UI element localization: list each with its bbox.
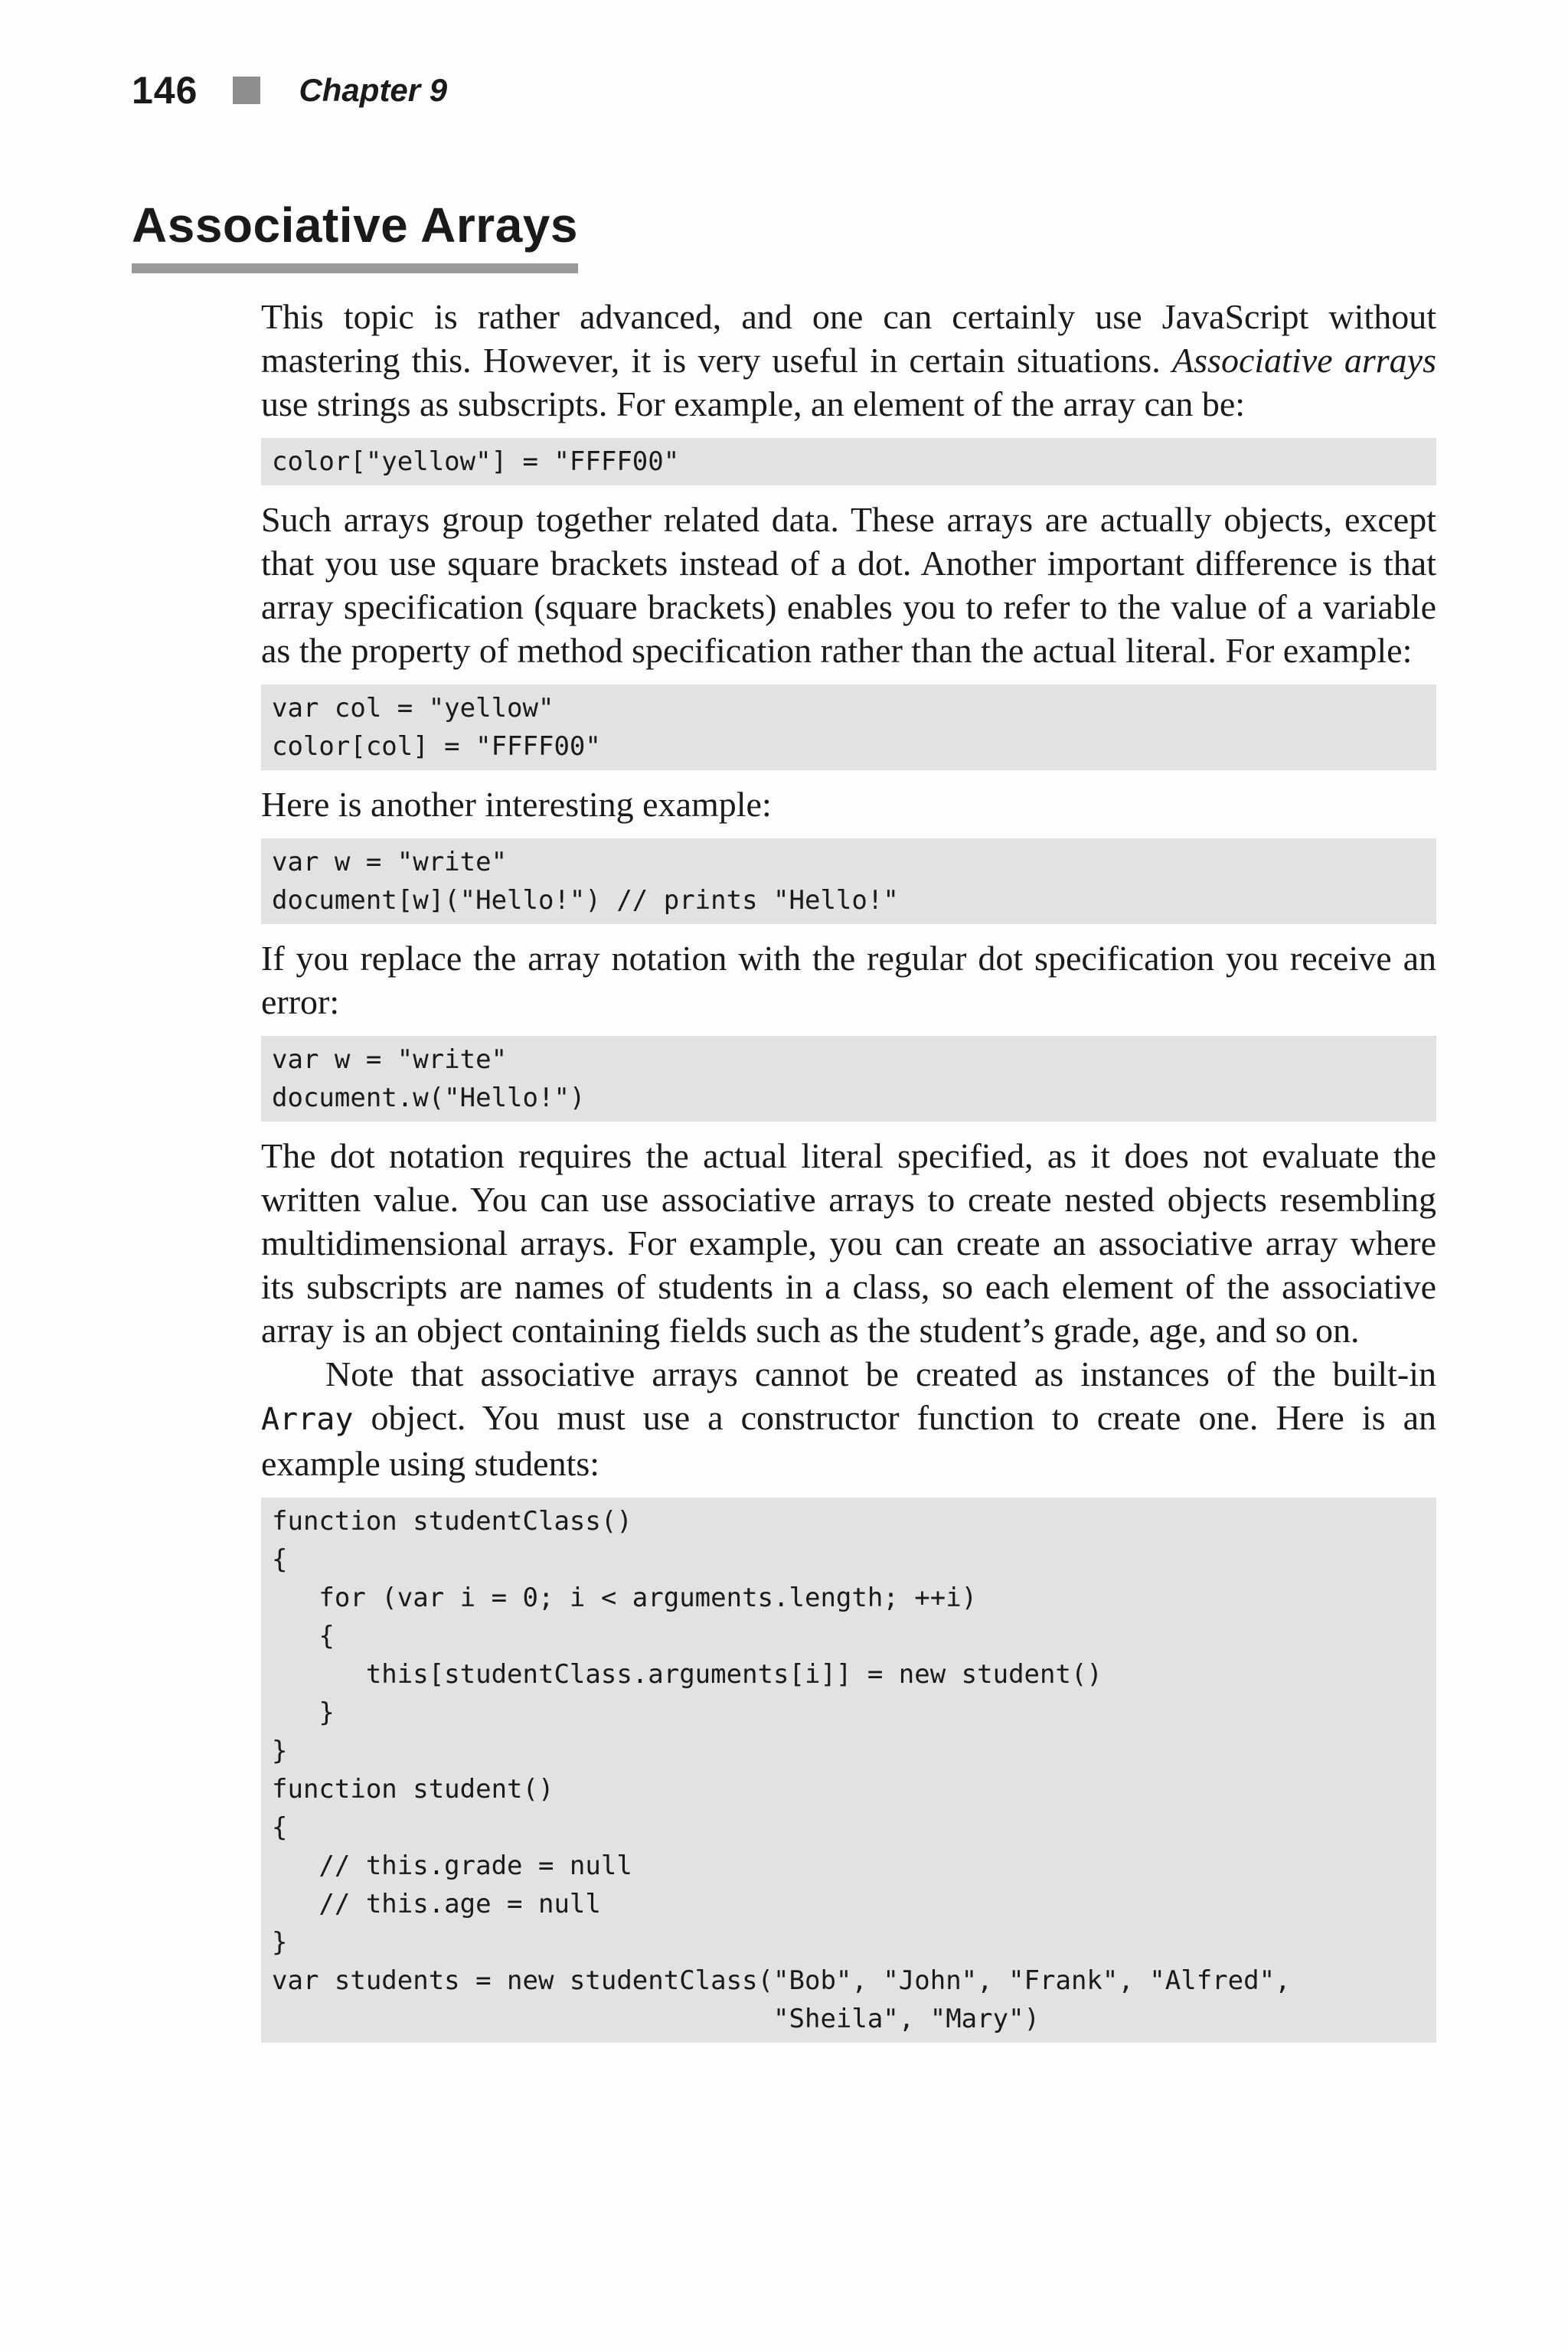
paragraph-intro-text: This topic is rather advanced, and one can certainly use JavaScript without mastering this. However, it is very useful in certain situations. [261,297,1436,380]
code-block-5: function studentClass() { for (var i = 0; i < arguments.length; ++i) { this[studentClass.arguments[i]] = new student() } } function student() { // this.grade = null // this.age = null } var students = new studentClass("Bob", "John", "Frank", "Alfred", "Sheila", "Mary") [261,1498,1436,2043]
paragraph-intro [261,295,1436,426]
section-title: Associative Arrays [132,198,578,273]
running-header [132,66,447,115]
code-block-4: var w = "write" document.w("Hello!") [261,1036,1436,1122]
section-body [261,295,1436,2043]
paragraph-another-example: Here is another interesting example: [261,785,772,824]
paragraph-constructor-note [261,1352,1436,1485]
chapter-label: Chapter 9 [299,72,448,108]
paragraph-dot-error: If you replace the array notation with the regular dot specification you receive an error: [261,939,1436,1021]
code-block-1: color["yellow"] = "FFFF00" [261,438,1436,485]
paragraph-group-data: Such arrays group together related data. These arrays are actually objects, except that you use square brackets instead of a dot. Another important difference is that array specification (square brackets) enables you to refer to the value of a variable as the property of method specification rather than the actual literal. For example: [261,500,1436,670]
code-block-3: var w = "write" document[w]("Hello!") // prints "Hello!" [261,838,1436,924]
paragraph-dot-notation: The dot notation requires the actual literal specified, as it does not evaluate the written value. You can use associative arrays to create nested objects resembling multidimensional arrays. For example, you can create an associative array where its subscripts are names of students in a class, so each element of the associative array is an object containing fields such as the student’s grade, age, and so on. [261,1136,1436,1350]
paragraph-constructor-note-text-end: object. You must use a constructor function to create one. Here is an example using students: [261,1398,1436,1483]
code-block-2: var col = "yellow" color[col] = "FFFF00" [261,684,1436,770]
header-square-ornament [233,77,260,104]
term-associative-arrays: Associative arrays [1172,341,1436,380]
inline-code-array: Array [261,1402,354,1437]
paragraph-intro-text-end: use strings as subscripts. For example, an element of the array can be: [261,384,1246,423]
paragraph-constructor-note-text: Note that associative arrays cannot be created as instances of the built-in [325,1354,1436,1393]
page-number: 146 [132,69,198,112]
